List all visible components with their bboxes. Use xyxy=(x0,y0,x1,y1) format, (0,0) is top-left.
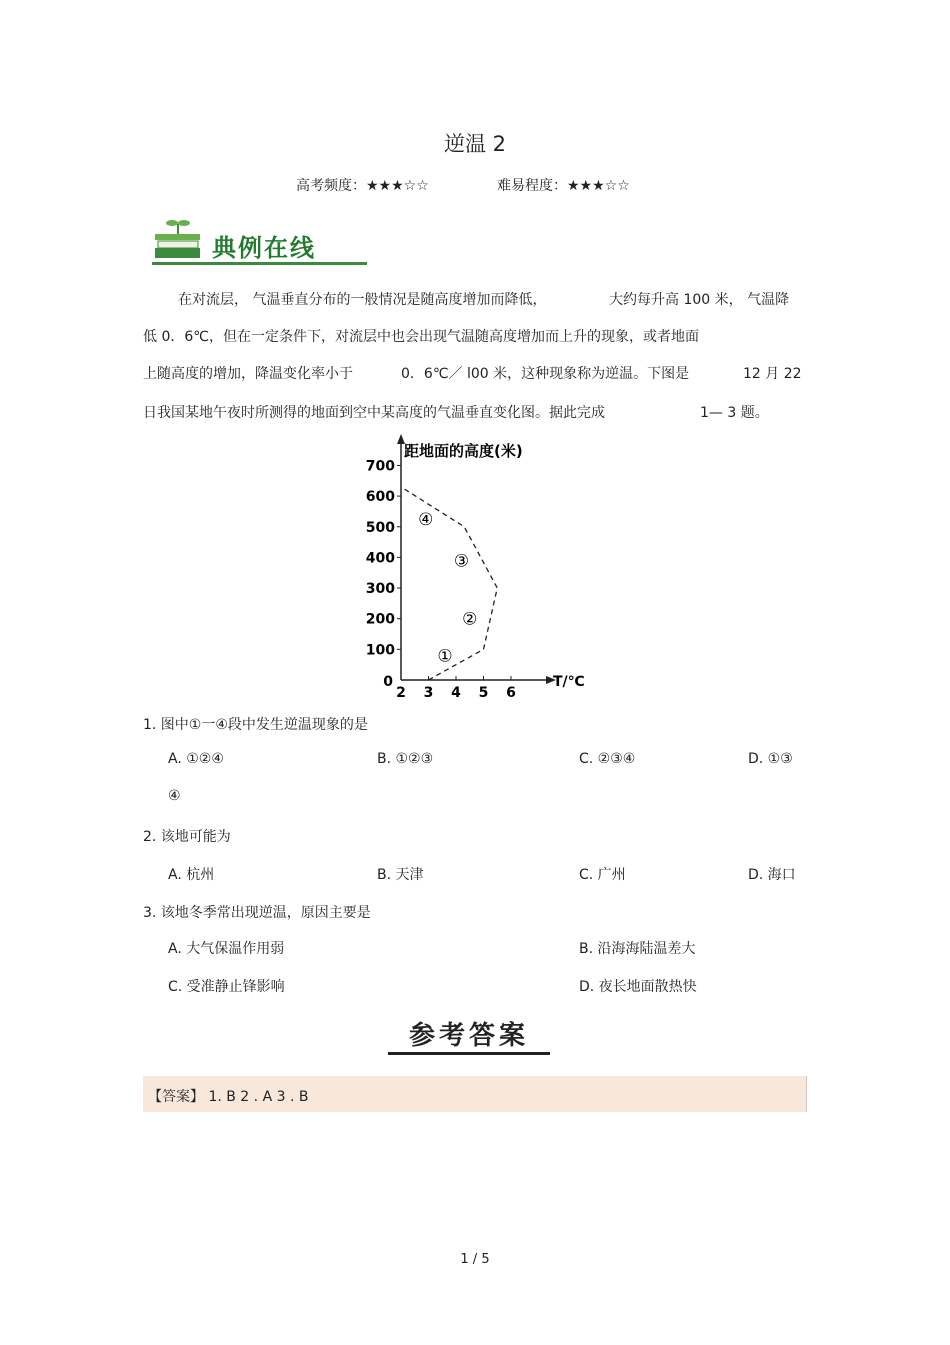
segment-label: ② xyxy=(462,609,478,630)
page-title: 逆温 2 xyxy=(443,132,507,156)
q1-option-a[interactable]: A. ①②④ xyxy=(168,751,224,767)
intro-line-2: 低 0．6℃，但在一定条件下，对流层中也会出现气温随高度增加而上升的现象，或者地面 xyxy=(143,329,699,345)
y-tick-label: 700 xyxy=(365,458,395,475)
q1-option-b[interactable]: B. ①②③ xyxy=(377,751,434,767)
y-tick-label: 400 xyxy=(365,550,395,567)
q3-option-b[interactable]: B. 沿海海陆温差大 xyxy=(579,941,696,957)
temperature-profile-chart xyxy=(350,430,610,705)
segment-label: ③ xyxy=(453,551,470,572)
exam-frequency: 高考频度：★★★☆☆ xyxy=(296,178,429,194)
y-tick-label: 200 xyxy=(365,611,395,628)
segment-label: ④ xyxy=(418,510,434,531)
question-1: 1. 图中①一④段中发生逆温现象的是 xyxy=(143,717,368,733)
sprout-book-icon xyxy=(152,216,207,266)
intro-line-4a: 日我国某地午夜时所测得的地面到空中某高度的气温垂直变化图。据此完成 xyxy=(143,405,605,421)
answer-title-underline xyxy=(388,1052,550,1055)
q1-option-d[interactable]: D. ①③ xyxy=(748,751,793,767)
segment-label: ① xyxy=(437,646,453,667)
q2-option-d[interactable]: D. 海口 xyxy=(748,867,796,883)
question-3: 3. 该地冬季常出现逆温，原因主要是 xyxy=(143,905,371,921)
x-tick-label: 2 xyxy=(396,685,406,701)
q3-option-a[interactable]: A. 大气保温作用弱 xyxy=(168,941,285,957)
answer-content: 【答案】 1. B 2 . A 3 . B xyxy=(148,1089,309,1105)
intro-line-1b: 大约每升高 100 米， 气温降 xyxy=(609,292,790,308)
x-axis-label: T/℃ xyxy=(553,674,585,690)
y-tick-label: 100 xyxy=(365,642,395,659)
answer-title-text: 参考答案 xyxy=(408,1021,529,1051)
difficulty-level: 难易程度：★★★☆☆ xyxy=(497,178,630,194)
banner-underline xyxy=(152,262,367,265)
y-tick-label: 0 xyxy=(383,674,393,690)
intro-line-3c: 12 月 22 xyxy=(743,366,802,382)
x-tick-label: 3 xyxy=(423,685,434,701)
banner-label: 典例在线 xyxy=(212,233,316,262)
intro-line-3b: 0．6℃／ l00 米，这种现象称为逆温。下图是 xyxy=(401,366,690,382)
x-tick-label: 5 xyxy=(478,685,489,701)
answer-section-title xyxy=(388,1015,550,1055)
q1-option-c[interactable]: C. ②③④ xyxy=(579,751,636,767)
q1-option-d-wrap: ④ xyxy=(168,788,181,804)
intro-line-3a: 上随高度的增加，降温变化率小于 xyxy=(143,366,353,382)
y-tick-label: 300 xyxy=(365,581,395,598)
intro-line-1a: 在对流层， 气温垂直分布的一般情况是随高度增加而降低， xyxy=(178,292,547,308)
section-banner xyxy=(152,216,367,268)
q2-option-b[interactable]: B. 天津 xyxy=(377,867,424,883)
answer-box xyxy=(143,1076,807,1112)
x-tick-label: 6 xyxy=(506,685,516,701)
y-axis-label: 距地面的高度(米) xyxy=(404,442,523,460)
page-number: 1 / 5 xyxy=(460,1252,490,1267)
intro-line-4b: 1— 3 题。 xyxy=(700,405,769,421)
question-2: 2. 该地可能为 xyxy=(143,829,231,845)
q3-option-d[interactable]: D. 夜长地面散热快 xyxy=(579,979,697,995)
q2-option-c[interactable]: C. 广州 xyxy=(579,867,626,883)
y-tick-label: 600 xyxy=(365,489,395,506)
q3-option-c[interactable]: C. 受准静止锋影响 xyxy=(168,979,285,995)
q2-option-a[interactable]: A. 杭州 xyxy=(168,867,215,883)
y-tick-label: 500 xyxy=(365,519,395,536)
x-tick-label: 4 xyxy=(451,685,461,701)
